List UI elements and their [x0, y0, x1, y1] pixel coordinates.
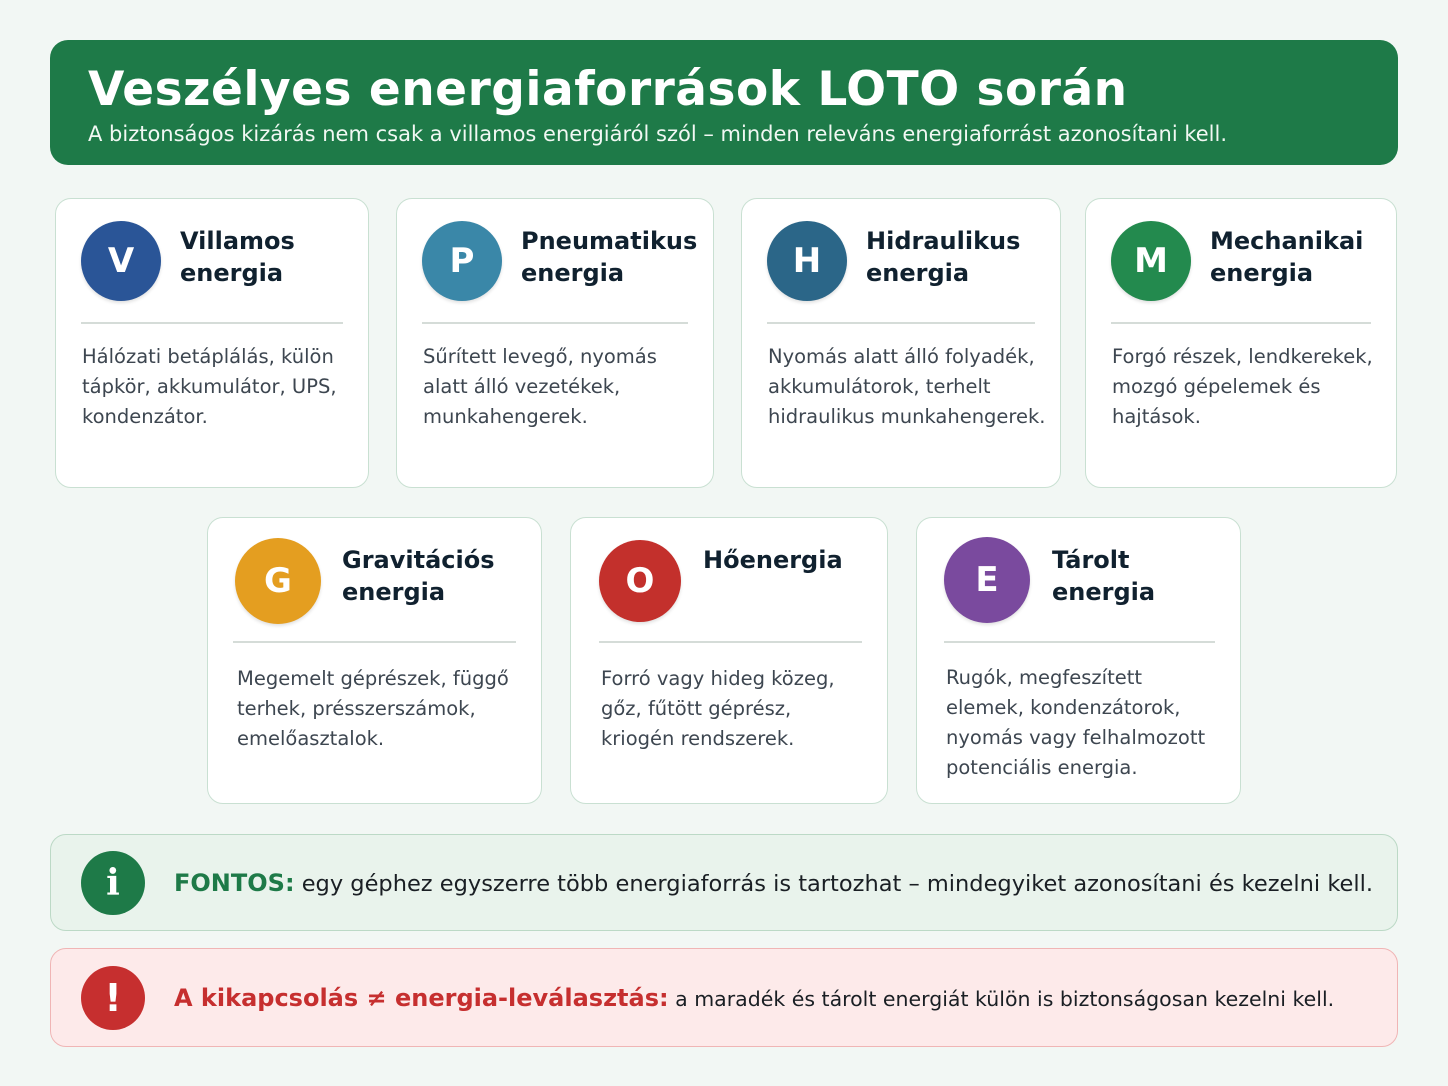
card-title: Pneumatikus energia: [521, 227, 698, 287]
important-notice-lead: FONTOS:: [174, 869, 295, 897]
warning-notice: [50, 948, 1398, 1047]
card-divider: [81, 322, 343, 324]
card-hidraulikus: [741, 198, 1061, 488]
card-divider: [422, 322, 688, 324]
card-divider: [599, 641, 862, 643]
header-banner: [50, 40, 1398, 165]
card-hoenergia: [570, 517, 888, 804]
card-title: Hidraulikus energia: [866, 227, 1021, 287]
card-divider: [1111, 322, 1371, 324]
card-divider: [233, 641, 516, 643]
card-title: Villamos energia: [180, 227, 295, 287]
warning-icon: !: [81, 966, 145, 1030]
card-description: Nyomás alatt álló folyadék, akkumulátorok, terhelt hidraulikus munkahengerek.: [768, 345, 1046, 428]
card-title: Mechanikai energia: [1210, 227, 1364, 287]
letter-h-icon: H: [767, 221, 847, 301]
card-description: Rugók, megfeszített elemek, kondenzátorok, nyomás vagy felhalmozott potenciális energia.: [946, 666, 1206, 779]
warning-notice-lead: A kikapcsolás ≠ energia-leválasztás:: [174, 984, 669, 1012]
letter-g-icon: G: [235, 538, 321, 624]
warning-notice-text: [174, 982, 1377, 1015]
letter-p-icon: P: [422, 221, 502, 301]
card-description: Megemelt géprészek, függő terhek, présszerszámok, emelőasztalok.: [237, 667, 509, 750]
warning-notice-body: a maradék és tárolt energiát külön is biztonságosan kezelni kell.: [668, 987, 1335, 1011]
card-pneumatikus: [396, 198, 714, 488]
card-divider: [944, 641, 1215, 643]
card-title: Tárolt energia: [1052, 546, 1156, 606]
important-notice: [50, 834, 1398, 931]
letter-e-icon: E: [944, 537, 1030, 623]
card-description: Forgó részek, lendkerekek, mozgó gépelemek és hajtások.: [1112, 345, 1373, 428]
info-icon: i: [81, 851, 145, 915]
letter-v-icon: V: [81, 221, 161, 301]
page-title: Veszélyes energiaforrások LOTO során: [88, 62, 1128, 117]
letter-o-icon: O: [599, 540, 681, 622]
card-mechanikai: [1085, 198, 1397, 488]
page-subtitle: A biztonságos kizárás nem csak a villamos energiáról szól – minden releváns energiaforrást azonosítani kell.: [88, 122, 1228, 146]
card-description: Forró vagy hideg közeg, gőz, fűtött géprész, kriogén rendszerek.: [601, 667, 835, 750]
card-tarolt: [916, 517, 1241, 804]
important-notice-text: [174, 867, 1377, 900]
card-gravitacios: [207, 517, 542, 804]
card-title: Hőenergia: [703, 546, 843, 574]
card-villamos: [55, 198, 369, 488]
letter-m-icon: M: [1111, 221, 1191, 301]
important-notice-body: egy géphez egyszerre több energiaforrás is tartozhat – mindegyiket azonosítani és kezelni kell.: [294, 871, 1374, 897]
card-description: Hálózati betáplálás, külön tápkör, akkumulátor, UPS, kondenzátor.: [82, 345, 337, 428]
card-divider: [767, 322, 1035, 324]
card-title: Gravitációs energia: [342, 546, 495, 606]
card-description: Sűrített levegő, nyomás alatt álló vezetékek, munkahengerek.: [423, 345, 657, 428]
